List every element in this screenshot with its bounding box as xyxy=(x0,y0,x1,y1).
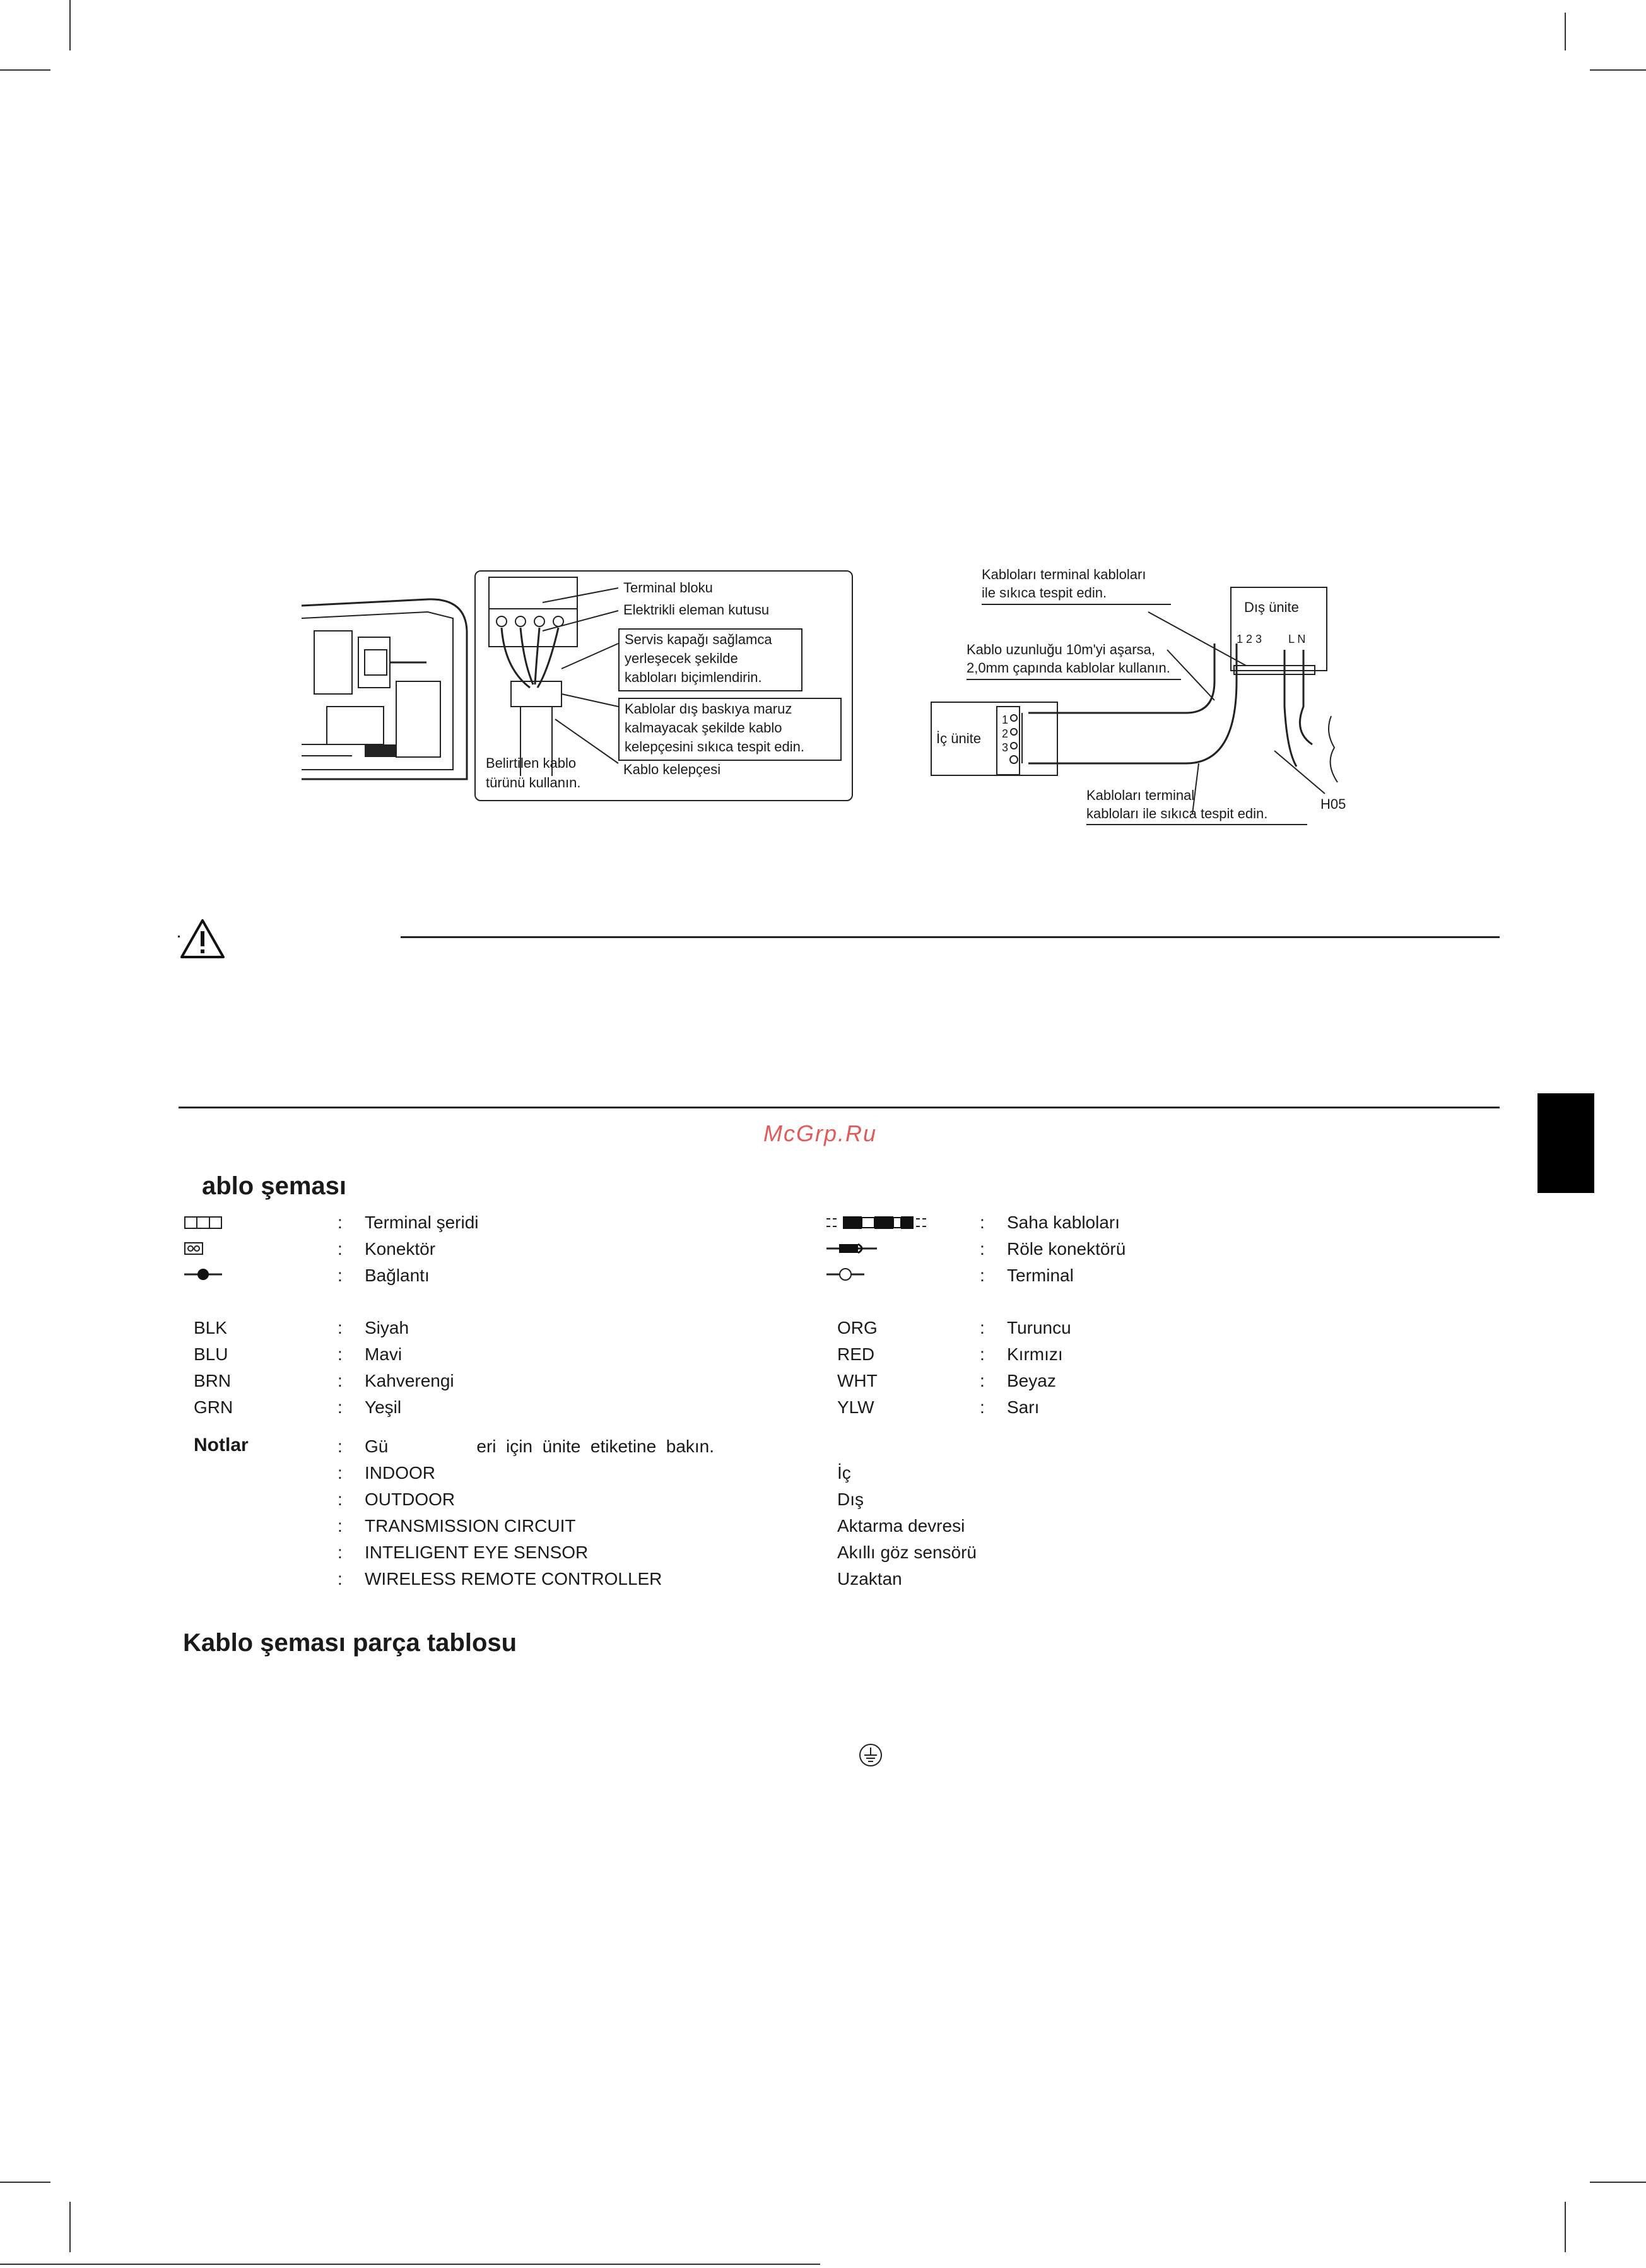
fix-top-line-1: Kabloları terminal kabloları xyxy=(982,567,1146,582)
indoor-unit-illustration xyxy=(302,593,491,782)
symbol-label-terminal: Terminal xyxy=(1007,1266,1074,1285)
label-outdoor-unit: Dış ünite xyxy=(1244,599,1299,615)
note-sep: : xyxy=(338,1463,343,1483)
watermark: McGrp.Ru xyxy=(763,1120,878,1146)
relay-connector-icon xyxy=(826,1242,877,1255)
color-name: Sarı xyxy=(1007,1397,1040,1417)
service-cover-line-1: Servis kapağı sağlamca xyxy=(625,632,772,647)
cable-type-line-1: Belirtilen kablo xyxy=(486,755,577,771)
crop-mark xyxy=(69,0,71,50)
crop-mark xyxy=(0,69,50,71)
color-code: WHT xyxy=(837,1371,878,1390)
note-text: TRANSMISSION CIRCUIT xyxy=(365,1516,576,1536)
symbol-label-connector: Konektör xyxy=(365,1239,436,1259)
connector-icon xyxy=(184,1242,203,1255)
symbol-sep: : xyxy=(338,1266,343,1285)
note-text: INTELIGENT EYE SENSOR xyxy=(365,1542,589,1562)
note-text: Gü eri için ünite etiketine bakın. xyxy=(365,1437,715,1456)
color-code: BRN xyxy=(194,1371,232,1390)
warning-rule xyxy=(401,936,1500,938)
note-sep: : xyxy=(338,1542,343,1562)
outdoor-terminals-right: L N xyxy=(1288,633,1306,645)
indoor-terminal-1: 1 xyxy=(1002,714,1009,726)
ground-icon xyxy=(858,1742,883,1768)
color-sep: : xyxy=(338,1344,343,1364)
symbol-sep: : xyxy=(980,1266,985,1285)
crop-mark xyxy=(0,2182,50,2183)
crop-mark xyxy=(1565,2202,1566,2252)
label-electric-box: Elektrikli eleman kutusu xyxy=(623,602,770,618)
cable-pressure-line-1: Kablolar dış baskıya maruz xyxy=(625,701,792,717)
connection-icon xyxy=(184,1268,222,1281)
length-note-line-1: Kablo uzunluğu 10m'yi aşarsa, xyxy=(967,642,1155,657)
note-text: WIRELESS REMOTE CONTROLLER xyxy=(365,1569,662,1589)
cable-pressure-line-3: kelepçesini sıkıca tespit edin. xyxy=(625,739,804,755)
color-code: ORG xyxy=(837,1318,878,1337)
symbol-label-terminal-strip: Terminal şeridi xyxy=(365,1213,479,1232)
field-wiring-icon xyxy=(826,1216,927,1229)
terminal-icon xyxy=(826,1268,864,1281)
color-name: Turuncu xyxy=(1007,1318,1071,1337)
color-code: GRN xyxy=(194,1397,233,1417)
symbol-label-relay-connector: Röle konektörü xyxy=(1007,1239,1126,1259)
warning-dot xyxy=(178,936,180,937)
symbol-sep: : xyxy=(980,1213,985,1232)
color-name: Beyaz xyxy=(1007,1371,1056,1390)
terminal-strip-icon xyxy=(184,1216,222,1229)
note-text: OUTDOOR xyxy=(365,1489,456,1509)
section-rule xyxy=(179,1107,1500,1108)
color-name: Mavi xyxy=(365,1344,403,1364)
crop-mark xyxy=(1565,13,1566,50)
crop-mark xyxy=(1590,2182,1646,2183)
color-name: Kırmızı xyxy=(1007,1344,1063,1364)
leader-lines-left xyxy=(543,580,631,770)
wiring-route-illustration xyxy=(997,606,1350,814)
color-sep: : xyxy=(980,1318,985,1337)
crop-mark xyxy=(1590,69,1646,71)
symbol-label-connection: Bağlantı xyxy=(365,1266,430,1285)
symbol-sep: : xyxy=(338,1213,343,1232)
parts-table-title: Kablo şeması parça tablosu xyxy=(183,1629,517,1657)
service-cover-line-3: kabloları biçimlendirin. xyxy=(625,669,762,685)
color-code: RED xyxy=(837,1344,875,1364)
note-translation: Uzaktan xyxy=(837,1569,902,1589)
symbol-sep: : xyxy=(980,1239,985,1259)
note-sep: : xyxy=(338,1489,343,1509)
color-sep: : xyxy=(980,1371,985,1390)
color-code: BLU xyxy=(194,1344,228,1364)
color-sep: : xyxy=(980,1397,985,1417)
cable-type-line-2: türünü kullanın. xyxy=(486,775,581,790)
note-translation: Akıllı göz sensörü xyxy=(837,1542,977,1562)
chapter-tab xyxy=(1537,1093,1594,1193)
note-text: INDOOR xyxy=(365,1463,435,1483)
fix-top-line-2: ile sıkıca tespit edin. xyxy=(982,585,1107,601)
symbol-label-field-wiring: Saha kabloları xyxy=(1007,1213,1120,1232)
color-name: Siyah xyxy=(365,1318,409,1337)
note-sep: : xyxy=(338,1437,343,1456)
color-code: YLW xyxy=(837,1397,874,1417)
label-indoor-unit: İç ünite xyxy=(936,731,981,746)
color-sep: : xyxy=(980,1344,985,1364)
warning-triangle-icon xyxy=(180,919,225,959)
color-name: Kahverengi xyxy=(365,1371,454,1390)
crop-mark xyxy=(69,2202,71,2252)
service-cover-line-2: yerleşecek şekilde xyxy=(625,650,738,666)
label-cable-clamp: Kablo kelepçesi xyxy=(623,761,721,777)
fix-bottom-line-1: Kabloları terminal xyxy=(1086,787,1195,803)
fix-bottom-line-2: kabloları ile sıkıca tespit edin. xyxy=(1086,806,1268,821)
outdoor-terminals-left: 1 2 3 xyxy=(1237,633,1262,645)
length-note-line-2: 2,0mm çapında kablolar kullanın. xyxy=(967,660,1170,676)
symbol-sep: : xyxy=(338,1239,343,1259)
note-translation: İç xyxy=(837,1463,851,1483)
indoor-terminal-3: 3 xyxy=(1002,741,1009,754)
label-terminal-block: Terminal bloku xyxy=(623,580,713,596)
color-sep: : xyxy=(338,1397,343,1417)
indoor-terminal-2: 2 xyxy=(1002,727,1009,740)
note-sep: : xyxy=(338,1516,343,1536)
color-sep: : xyxy=(338,1371,343,1390)
notes-label: Notlar xyxy=(194,1435,249,1455)
fix-top-underline xyxy=(982,604,1171,605)
label-h05: H05 xyxy=(1320,796,1346,812)
color-name: Yeşil xyxy=(365,1397,402,1417)
note-sep: : xyxy=(338,1569,343,1589)
fix-bottom-underline xyxy=(1086,824,1307,825)
color-code: BLK xyxy=(194,1318,227,1337)
note-translation: Dış xyxy=(837,1489,864,1509)
color-sep: : xyxy=(338,1318,343,1337)
wiring-title: ablo şeması xyxy=(202,1172,347,1200)
bottom-line xyxy=(0,2264,820,2265)
cable-pressure-line-2: kalmayacak şekilde kablo xyxy=(625,720,782,736)
note-translation: Aktarma devresi xyxy=(837,1516,965,1536)
